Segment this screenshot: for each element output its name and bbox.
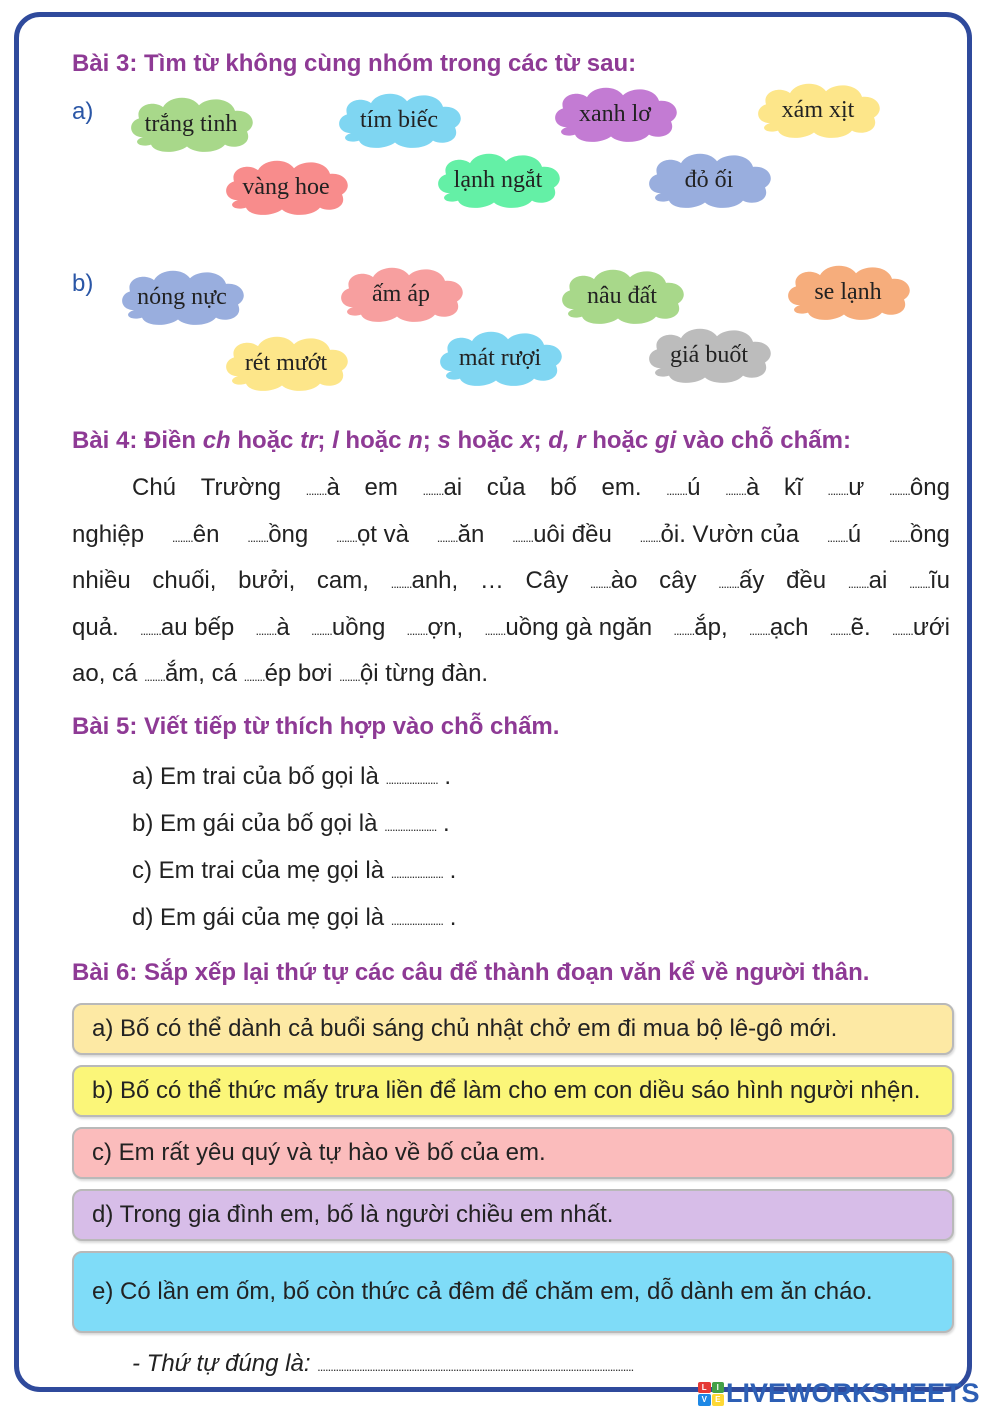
cloud-word: se lạnh bbox=[814, 278, 882, 305]
bai4-title-part: l bbox=[332, 427, 339, 454]
logo-mark-cell: E bbox=[712, 1394, 725, 1406]
fill-blank[interactable]: ........ bbox=[406, 622, 428, 638]
bai4-word: Chú bbox=[132, 474, 177, 501]
fill-blank[interactable]: ........ bbox=[666, 483, 688, 498]
fill-blank[interactable]: ........ bbox=[847, 576, 869, 591]
bai5-item bbox=[132, 763, 451, 791]
bai4-word: ........ai bbox=[847, 567, 888, 594]
bai4-word: quả. bbox=[72, 613, 119, 641]
fill-blank[interactable]: ........ bbox=[336, 529, 357, 545]
b-cloud-2 bbox=[335, 264, 467, 324]
bai3-title: Bài 3: Tìm từ không cùng nhóm trong các từ sau: bbox=[72, 50, 637, 77]
bai4-title-part: x bbox=[520, 427, 534, 454]
bai4-title-part: s bbox=[437, 427, 451, 454]
bai4-title-part: d, r bbox=[548, 427, 586, 454]
bai4-word: ........à bbox=[725, 474, 760, 501]
sentence-text: a) Bố có thể dành cả buổi sáng chủ nhật chở em đi mua bộ lê-gô mới. bbox=[92, 1015, 838, 1042]
sentence-text: b) Bố có thể thức mấy trưa liền để làm cho em con diều sáo hình người nhện. bbox=[92, 1077, 921, 1104]
fill-blank[interactable]: ........ bbox=[829, 622, 851, 638]
bai6-sentence-c[interactable] bbox=[72, 1127, 954, 1179]
bai4-word: ........ư bbox=[827, 474, 865, 501]
liveworksheets-logo bbox=[698, 1378, 980, 1409]
bai4-word: đều bbox=[786, 567, 827, 594]
a-cloud-7 bbox=[643, 150, 775, 210]
bai4-word: ........ạch bbox=[748, 613, 809, 641]
logo-mark-cell: I bbox=[712, 1382, 725, 1394]
bai4-title-part: hoặc bbox=[585, 427, 655, 454]
bai4-word: ........ĩu bbox=[909, 567, 950, 594]
bai5-item-text: d) Em gái của mẹ gọi là bbox=[132, 904, 391, 931]
fill-blank[interactable]: ........ bbox=[888, 483, 910, 498]
answer-blank[interactable]: .................... bbox=[385, 772, 438, 787]
bai4-word: cây bbox=[659, 567, 697, 594]
bai4-title-part: gi bbox=[654, 427, 677, 454]
bai4-word: ........uồng bbox=[311, 613, 386, 641]
bai4-word: ........à bbox=[305, 474, 340, 501]
cloud-word: vàng hoe bbox=[242, 173, 330, 200]
bai5-item bbox=[132, 810, 450, 838]
bai4-word: cam, bbox=[316, 567, 369, 594]
cloud-word: giá buốt bbox=[670, 341, 748, 368]
bai4-word: ........ợn, bbox=[406, 613, 464, 641]
bai4-word: Trường bbox=[200, 474, 281, 501]
logo-mark-cell: V bbox=[698, 1394, 711, 1406]
fill-blank[interactable]: ........ bbox=[311, 622, 332, 638]
bai4-word: … bbox=[479, 567, 504, 594]
fill-blank[interactable]: ........ bbox=[888, 529, 910, 545]
fill-blank[interactable]: ........ bbox=[144, 669, 165, 684]
bai3-b-label: b) bbox=[72, 270, 94, 297]
logo-mark-icon bbox=[698, 1382, 724, 1406]
fill-blank[interactable]: ........ bbox=[422, 483, 444, 498]
fill-blank[interactable]: ........ bbox=[484, 622, 506, 638]
fill-blank[interactable]: ........ bbox=[826, 529, 848, 545]
a-cloud-3 bbox=[549, 84, 681, 144]
fill-blank[interactable]: ........ bbox=[673, 622, 695, 638]
bai4-title-part: ; bbox=[422, 427, 438, 454]
answer-blank[interactable]: .................... bbox=[390, 913, 444, 928]
bai4-word: nghiệp bbox=[72, 520, 145, 548]
bai4-word: của bbox=[486, 474, 526, 501]
cloud-word: nóng nực bbox=[137, 283, 227, 310]
sentence-text: c) Em rất yêu quý và tự hào về bố của em. bbox=[92, 1139, 546, 1166]
a-cloud-5 bbox=[220, 157, 352, 217]
bai4-line bbox=[72, 558, 950, 605]
bai4-word: bố bbox=[550, 474, 577, 501]
bai4-title-part: Bài 4: Điền bbox=[72, 427, 203, 454]
bai4-word: ao, cá ........ắm, cá ........ép bơi ........ội từng đàn. bbox=[72, 660, 489, 687]
bai4-word: ........uôi đều bbox=[512, 520, 612, 548]
bai4-word: ........ông bbox=[888, 474, 950, 501]
bai4-word: chuối, bbox=[152, 567, 217, 594]
b-cloud-6 bbox=[434, 328, 566, 388]
fill-blank[interactable]: ........ bbox=[827, 483, 849, 498]
cloud-word: trắng tinh bbox=[144, 110, 238, 137]
b-cloud-7 bbox=[643, 325, 775, 385]
bai5-item-end: . bbox=[436, 810, 450, 837]
bai4-title bbox=[72, 427, 851, 455]
bai4-word: ........ú bbox=[826, 520, 862, 548]
bai6-sentence-a[interactable] bbox=[72, 1003, 954, 1055]
fill-blank[interactable]: ........ bbox=[171, 529, 193, 545]
bai4-word: ........ai bbox=[422, 474, 463, 501]
bai4-word: ........anh, bbox=[390, 567, 459, 594]
bai6-sentence-d[interactable] bbox=[72, 1189, 954, 1241]
fill-blank[interactable]: ........ bbox=[512, 529, 534, 545]
bai4-title-part: n bbox=[408, 427, 423, 454]
fill-blank[interactable]: ........ bbox=[255, 622, 277, 638]
bai4-title-part: hoặc bbox=[230, 427, 301, 454]
b-cloud-3 bbox=[556, 266, 688, 326]
page-frame bbox=[14, 12, 972, 1392]
bai4-word: ........ắp, bbox=[673, 613, 728, 641]
bai4-paragraph bbox=[72, 465, 950, 698]
a-cloud-1 bbox=[125, 94, 257, 154]
bai4-word: ........ỏi. Vườn của bbox=[639, 520, 800, 548]
cloud-word: ấm áp bbox=[372, 280, 430, 307]
bai4-line bbox=[72, 605, 950, 652]
cloud-word: nâu đất bbox=[587, 282, 657, 309]
bai4-title-part: ; bbox=[533, 427, 549, 454]
fill-blank[interactable]: ........ bbox=[243, 669, 265, 684]
fill-blank[interactable]: ........ bbox=[436, 529, 458, 545]
fill-blank[interactable]: ........ bbox=[718, 576, 740, 591]
cloud-word: rét mướt bbox=[244, 349, 328, 376]
bai4-word: em bbox=[364, 474, 398, 501]
bai6-sentence-e[interactable] bbox=[72, 1251, 954, 1333]
fill-blank[interactable]: ........ bbox=[639, 529, 661, 545]
bai6-answer bbox=[132, 1350, 633, 1378]
bai4-word: ........au bếp bbox=[139, 613, 235, 641]
bai4-line bbox=[72, 512, 950, 559]
fill-blank[interactable]: ........ bbox=[589, 576, 611, 591]
fill-blank[interactable]: ........ bbox=[909, 576, 930, 591]
bai5-item-text: a) Em trai của bố gọi là bbox=[132, 763, 386, 790]
bai5-item-text: b) Em gái của bố gọi là bbox=[132, 810, 385, 837]
bai4-title-part: ; bbox=[317, 427, 333, 454]
bai4-word: ........uồng gà ngăn bbox=[484, 613, 653, 641]
fill-blank[interactable]: ........ bbox=[891, 622, 913, 638]
answer-label: - Thứ tự đúng là: bbox=[132, 1350, 311, 1377]
answer-blank[interactable]: .................... bbox=[390, 866, 443, 881]
bai4-word: ........ồng bbox=[888, 520, 950, 548]
bai4-word: ........ú bbox=[666, 474, 701, 501]
bai4-word: ........ào bbox=[589, 567, 638, 594]
bai4-title-part: vào chỗ chấm: bbox=[676, 427, 851, 454]
bai4-word: ........ưới bbox=[891, 613, 950, 641]
a-cloud-4 bbox=[752, 80, 884, 140]
fill-blank[interactable]: ........ bbox=[305, 483, 327, 498]
bai5-item bbox=[132, 904, 456, 932]
fill-blank[interactable]: ........ bbox=[725, 483, 746, 498]
sentence-text: d) Trong gia đình em, bố là người chiều em nhất. bbox=[92, 1201, 614, 1228]
logo-mark-cell: L bbox=[698, 1382, 711, 1394]
bai4-title-part: tr bbox=[300, 427, 318, 454]
bai4-word: ........ăn bbox=[436, 520, 485, 548]
bai5-item bbox=[132, 857, 456, 885]
bai5-item-end: . bbox=[443, 857, 457, 884]
bai3-a-label: a) bbox=[72, 98, 94, 125]
a-cloud-2 bbox=[333, 90, 465, 150]
b-cloud-4 bbox=[782, 262, 914, 322]
bai4-title-part: ch bbox=[202, 427, 231, 454]
bai4-word: em. bbox=[601, 474, 642, 501]
bai6-title: Bài 6: Sắp xếp lại thứ tự các câu để thành đoạn văn kể về người thân. bbox=[72, 959, 870, 986]
cloud-word: mát rượi bbox=[458, 344, 542, 371]
bai4-title-part: hoặc bbox=[338, 427, 409, 454]
bai5-item-text: c) Em trai của mẹ gọi là bbox=[132, 857, 391, 884]
b-cloud-5 bbox=[220, 333, 352, 393]
bai5-title: Bài 5: Viết tiếp từ thích hợp vào chỗ chấm. bbox=[72, 713, 560, 740]
logo-wordmark: LIVEWORKSHEETS bbox=[726, 1378, 980, 1408]
bai4-word: nhiều bbox=[72, 567, 131, 594]
bai4-word: ........à bbox=[255, 613, 290, 641]
fill-blank[interactable]: ........ bbox=[390, 576, 412, 591]
sentence-text: e) Có lần em ốm, bố còn thức cả đêm để chăm em, dỗ dành em ăn cháo. bbox=[92, 1278, 873, 1305]
answer-blank[interactable]: ......................................................................................................................... bbox=[317, 1359, 634, 1374]
bai4-word: Cây bbox=[525, 567, 569, 594]
bai5-item-end: . bbox=[437, 763, 452, 790]
fill-blank[interactable]: ........ bbox=[247, 529, 269, 545]
answer-blank[interactable]: .................... bbox=[384, 819, 437, 834]
cloud-word: đỏ ối bbox=[684, 166, 734, 193]
bai4-title-part: hoặc bbox=[450, 427, 521, 454]
bai4-word: bưởi, bbox=[238, 567, 296, 594]
bai4-word: ........ọt và bbox=[336, 520, 409, 548]
cloud-word: tím biếc bbox=[360, 106, 438, 133]
bai4-line bbox=[72, 651, 950, 698]
b-cloud-1 bbox=[116, 267, 248, 327]
fill-blank[interactable]: ........ bbox=[339, 669, 360, 684]
a-cloud-6 bbox=[432, 150, 564, 210]
bai5-item-end: . bbox=[443, 904, 457, 931]
fill-blank[interactable]: ........ bbox=[748, 622, 770, 638]
cloud-word: lạnh ngắt bbox=[453, 166, 543, 193]
bai4-word: ........ấy bbox=[718, 567, 765, 594]
bai4-word: ........ên bbox=[171, 520, 220, 548]
bai6-sentence-b[interactable] bbox=[72, 1065, 954, 1117]
bai4-word: ........ồng bbox=[247, 520, 309, 548]
fill-blank[interactable]: ........ bbox=[139, 622, 161, 638]
bai4-line bbox=[72, 465, 950, 512]
bai4-word: kĩ bbox=[784, 474, 803, 501]
cloud-word: xám xịt bbox=[781, 96, 855, 123]
cloud-word: xanh lơ bbox=[578, 100, 651, 127]
bai4-word: ........ẽ. bbox=[829, 613, 871, 641]
